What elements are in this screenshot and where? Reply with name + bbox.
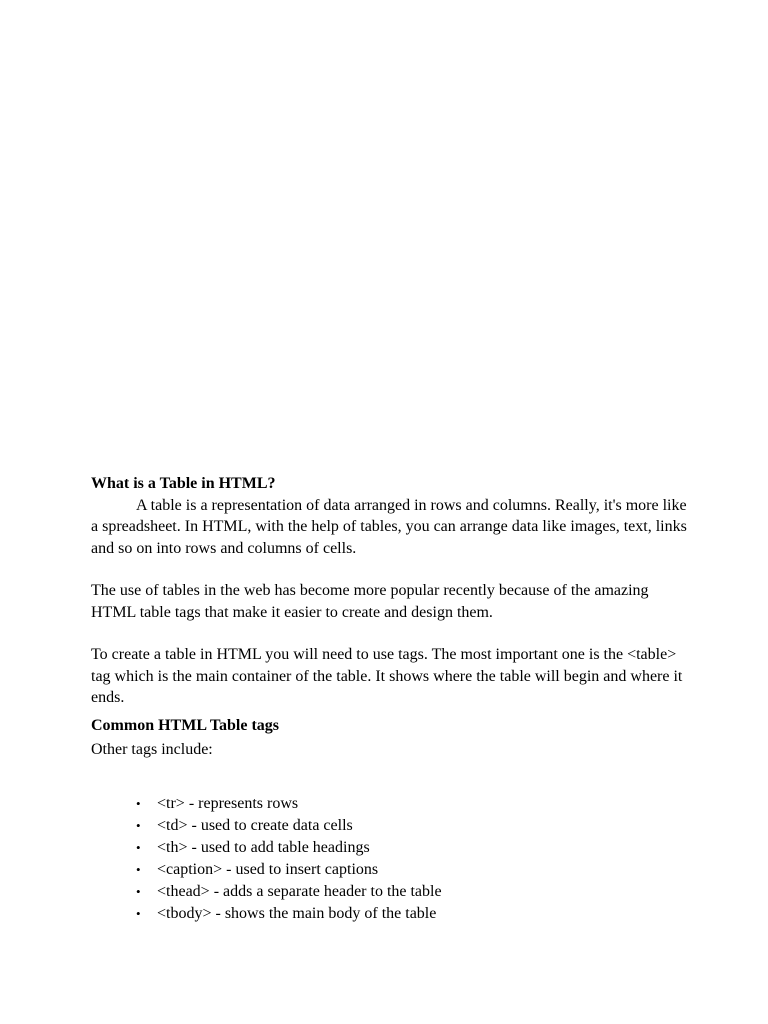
list-item [91, 859, 691, 881]
section-heading-common-tags: Common HTML Table tags [91, 716, 280, 734]
bullet-icon: • [136, 839, 141, 855]
bullet-icon: • [136, 861, 141, 877]
bullet-icon: • [136, 905, 141, 921]
section-heading-what-is-table: What is a Table in HTML? [91, 475, 276, 492]
list-item [91, 903, 691, 925]
paragraph-create-table: To create a table in HTML you will need to use tags. The most important one is the <table> tag which is the main container of the table. It shows where the table will begin and where it ends. [91, 646, 683, 706]
bullet-icon: • [136, 883, 141, 899]
list-item [91, 881, 691, 903]
list-item-text: <caption> - used to insert captions [157, 860, 379, 878]
list-item [91, 815, 691, 837]
list-item-text: <tr> - represents rows [157, 794, 299, 812]
document-body [91, 473, 691, 925]
bullet-icon: • [136, 817, 141, 833]
list-item [91, 837, 691, 859]
bullet-icon: • [136, 795, 141, 811]
paragraph-table-definition: A table is a representation of data arranged in rows and columns. Really, it's more like a spreadsheet. In HTML, with the help of tables, you can arrange data like images, text, links and so on into rows and columns of cells. [91, 496, 687, 557]
paragraph-other-tags: Other tags include: [91, 741, 213, 758]
list-item-text: <td> - used to create data cells [157, 816, 353, 834]
list-item [91, 793, 691, 815]
list-item-text: <tbody> - shows the main body of the table [157, 904, 437, 922]
list-item-text: <th> - used to add table headings [157, 838, 370, 856]
list-item-text: <thead> - adds a separate header to the table [157, 882, 442, 900]
tags-list [91, 793, 691, 925]
paragraph-table-popularity: The use of tables in the web has become more popular recently because of the amazing HTML table tags that make it easier to create and design them. [91, 582, 649, 621]
